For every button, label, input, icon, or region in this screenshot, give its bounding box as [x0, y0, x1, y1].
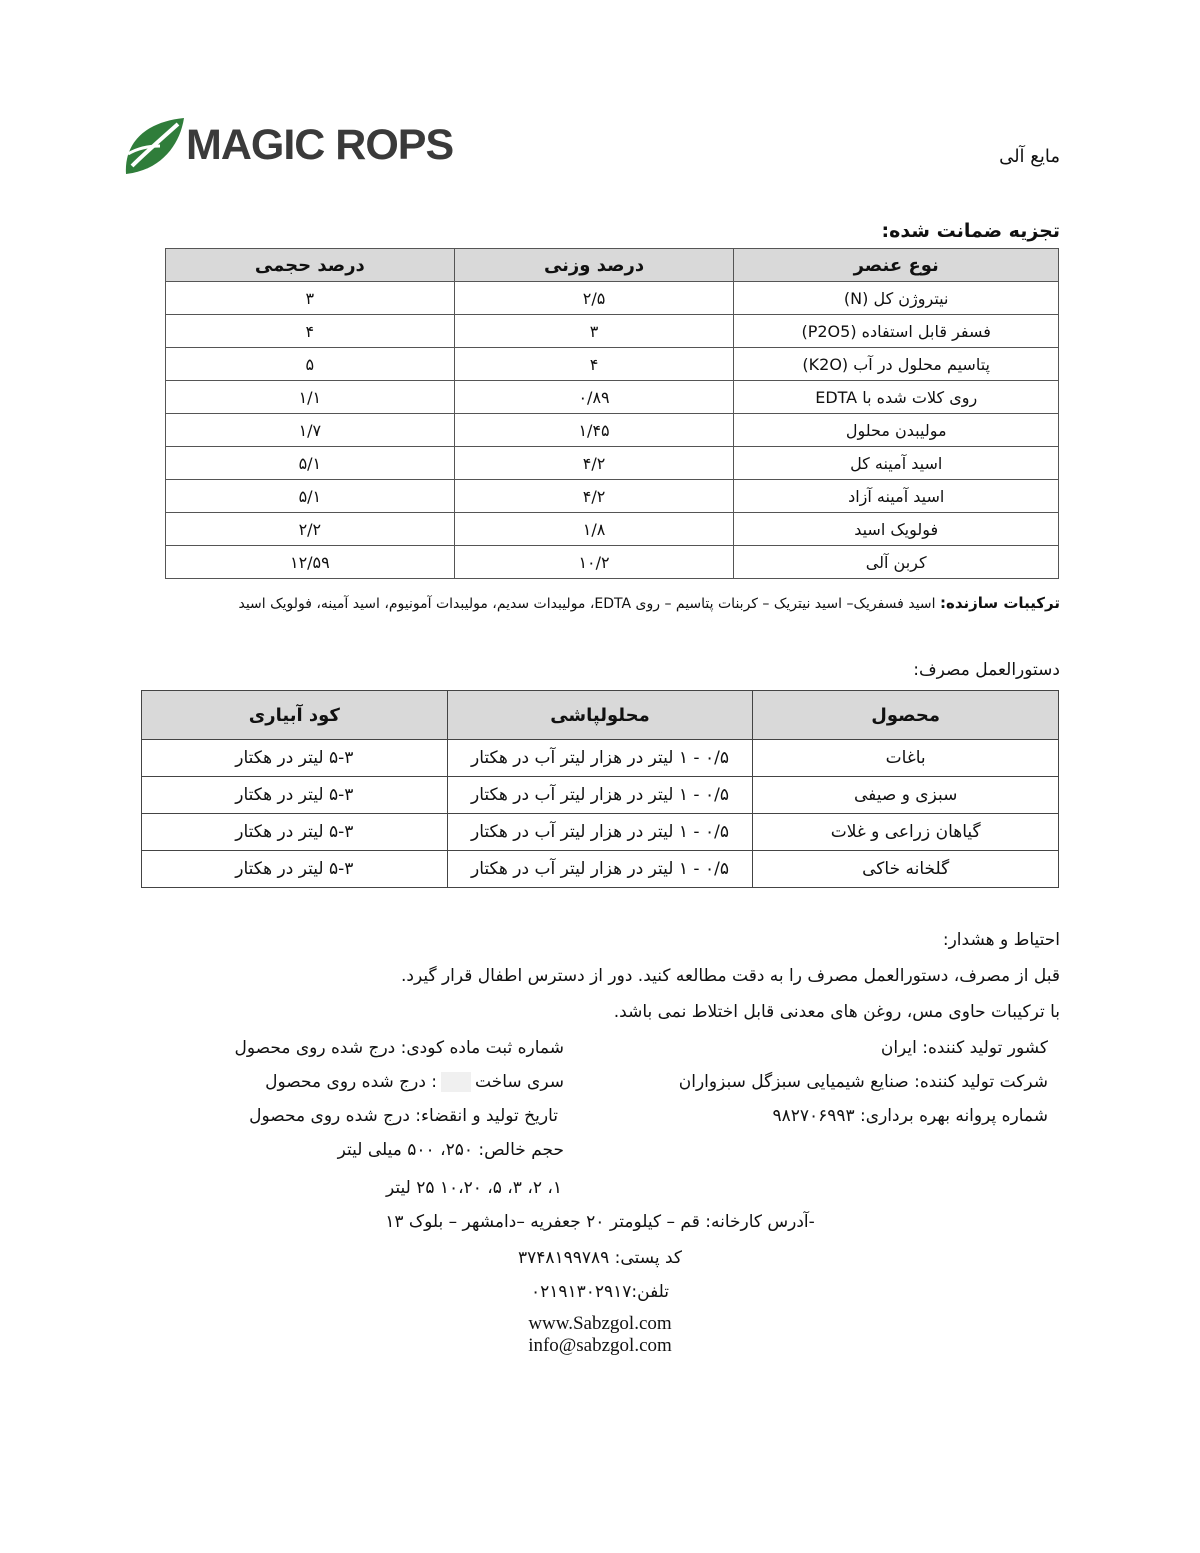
table-row — [166, 414, 1059, 447]
ingredients-label: ترکیبات سازنده: — [939, 594, 1060, 612]
table-cell: ۵ — [166, 348, 455, 381]
warning-title: احتیاط و هشدار: — [942, 930, 1060, 950]
table-cell: اسید آمینه کل — [734, 447, 1059, 480]
column-header: کود آبیاری — [142, 691, 448, 740]
table-cell: ۵-۳ لیتر در هکتار — [142, 851, 448, 888]
table-row — [142, 814, 1059, 851]
table-cell: فسفر قابل استفاده (P2O5) — [734, 315, 1059, 348]
brand-logo — [122, 110, 454, 180]
producer-company: شرکت تولید کننده: صنایع شیمیایی سبزگل سبزواران — [678, 1072, 1048, 1092]
table-cell: ۵/۱ — [166, 480, 455, 513]
warning-line-2: با ترکیبات حاوی مس، روغن های معدنی قابل اختلاط نمی باشد. — [613, 1002, 1060, 1022]
producer-country: کشور تولید کننده: ایران — [880, 1038, 1048, 1058]
column-header: نوع عنصر — [734, 249, 1059, 282]
analysis-title: تجزیه ضمانت شده: — [881, 220, 1060, 242]
analysis-table — [165, 248, 1059, 579]
table-cell: ۰/۵ - ۱ لیتر در هزار لیتر آب در هکتار — [447, 851, 753, 888]
postal-code: کد پستی: ۳۷۴۸۱۹۹۷۸۹ — [517, 1248, 683, 1268]
table-cell: فولویک اسید — [734, 513, 1059, 546]
table-cell: ۲/۵ — [454, 282, 734, 315]
table-header-row — [142, 691, 1059, 740]
table-cell: ۰/۵ - ۱ لیتر در هزار لیتر آب در هکتار — [447, 814, 753, 851]
batch-blank — [441, 1072, 471, 1092]
production-dates: تاریخ تولید و انقضاء: درج شده روی محصول — [249, 1106, 558, 1126]
table-cell: ۱۲/۵۹ — [166, 546, 455, 579]
table-cell: ۵-۳ لیتر در هکتار — [142, 814, 448, 851]
ingredients-text: اسید فسفریک– اسید نیتریک – کربنات پتاسیم – روی EDTA، مولیبدات سدیم، مولیبدات آمونیوم، اسید آمینه، فولویک اسید — [238, 596, 936, 612]
leaf-logo-icon — [122, 114, 186, 180]
table-cell: ۰/۵ - ۱ لیتر در هزار لیتر آب در هکتار — [447, 777, 753, 814]
factory-address: -آدرس کارخانه: قم – کیلومتر ۲۰ جعفریه –دامشهر – بلوک ۱۳ — [385, 1212, 815, 1232]
batch-value: : درج شده روی محصول — [265, 1072, 438, 1092]
table-row — [142, 740, 1059, 777]
table-cell: ۱/۷ — [166, 414, 455, 447]
column-header: درصد وزنی — [454, 249, 734, 282]
usage-title: دستورالعمل مصرف: — [913, 660, 1060, 680]
table-cell: گیاهان زراعی و غلات — [753, 814, 1059, 851]
column-header: محلولپاشی — [447, 691, 753, 740]
table-cell: ۱۰/۲ — [454, 546, 734, 579]
table-cell: ۰/۸۹ — [454, 381, 734, 414]
table-cell: ۳ — [454, 315, 734, 348]
warning-line-1: قبل از مصرف، دستورالعمل مصرف را به دقت مطالعه کنید. دور از دسترس اطفال قرار گیرد. — [400, 966, 1060, 986]
table-row — [142, 851, 1059, 888]
registration-number: شماره ثبت ماده کودی: درج شده روی محصول — [234, 1038, 564, 1058]
table-row — [166, 348, 1059, 381]
table-row — [166, 546, 1059, 579]
table-cell: ۳ — [166, 282, 455, 315]
table-cell: ۴/۲ — [454, 447, 734, 480]
license-number: شماره پروانه بهره برداری: ۹۸۲۷۰۶۹۹۳ — [772, 1106, 1048, 1126]
table-cell: ۱/۱ — [166, 381, 455, 414]
table-cell: روی کلات شده با EDTA — [734, 381, 1059, 414]
table-header-row — [166, 249, 1059, 282]
table-cell: پتاسیم محلول در آب (K2O) — [734, 348, 1059, 381]
website-link[interactable]: www.Sabzgol.com — [528, 1313, 672, 1334]
column-header: درصد حجمی — [166, 249, 455, 282]
table-row — [142, 777, 1059, 814]
phone-number: تلفن:۰۲۱۹۱۳۰۲۹۱۷ — [530, 1282, 670, 1302]
table-cell: ۱/۸ — [454, 513, 734, 546]
table-row — [166, 315, 1059, 348]
table-cell: سبزی و صیفی — [753, 777, 1059, 814]
table-cell: مولیبدن محلول — [734, 414, 1059, 447]
table-cell: کربن آلی — [734, 546, 1059, 579]
table-cell: ۰/۵ - ۱ لیتر در هزار لیتر آب در هکتار — [447, 740, 753, 777]
table-cell: ۱/۴۵ — [454, 414, 734, 447]
table-cell: نیتروژن کل (N) — [734, 282, 1059, 315]
column-header: محصول — [753, 691, 1059, 740]
ingredients — [238, 594, 1060, 612]
table-cell: گلخانه خاکی — [753, 851, 1059, 888]
table-row — [166, 447, 1059, 480]
volumes-liters: ۱، ۲، ۳، ۵، ۱۰،۲۰ ۲۵ لیتر — [385, 1178, 562, 1198]
table-cell: باغات — [753, 740, 1059, 777]
usage-table — [141, 690, 1059, 888]
logo-wordmark: MAGIC ROPS — [186, 121, 454, 169]
email-link[interactable]: info@sabzgol.com — [528, 1335, 672, 1356]
table-cell: ۵-۳ لیتر در هکتار — [142, 740, 448, 777]
table-row — [166, 381, 1059, 414]
table-row — [166, 513, 1059, 546]
batch-number — [265, 1072, 564, 1092]
batch-label: سری ساخت — [475, 1072, 564, 1092]
table-row — [166, 282, 1059, 315]
table-cell: ۵/۱ — [166, 447, 455, 480]
table-cell: ۵-۳ لیتر در هکتار — [142, 777, 448, 814]
net-volume: حجم خالص: ۲۵۰، ۵۰۰ میلی لیتر — [337, 1140, 564, 1160]
table-cell: ۴/۲ — [454, 480, 734, 513]
table-cell: ۴ — [166, 315, 455, 348]
table-cell: اسید آمینه آزاد — [734, 480, 1059, 513]
product-type: مایع آلی — [999, 146, 1060, 167]
table-cell: ۴ — [454, 348, 734, 381]
table-row — [166, 480, 1059, 513]
table-cell: ۲/۲ — [166, 513, 455, 546]
